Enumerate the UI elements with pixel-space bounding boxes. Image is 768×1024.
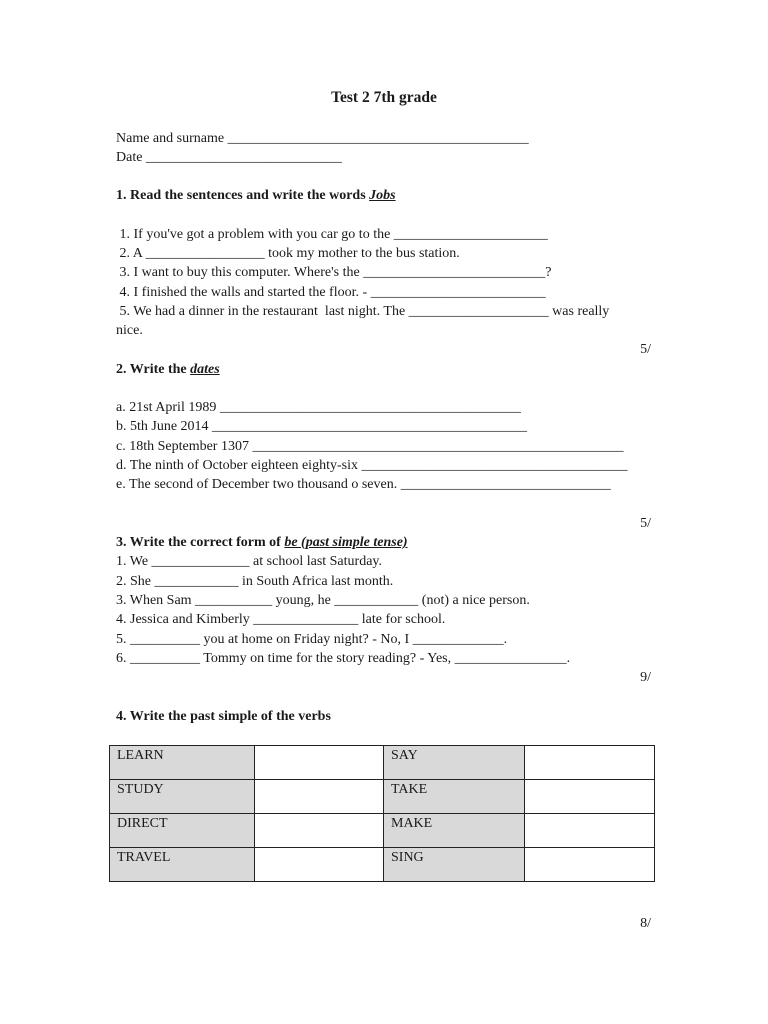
table-row (110, 780, 655, 814)
section3-item: 4. Jessica and Kimberly _______________ late for school. (116, 612, 446, 627)
section2-item: d. The ninth of October eighteen eighty-six ______________________________________ (116, 458, 628, 473)
table-row (110, 848, 655, 882)
answer-cell[interactable] (525, 746, 655, 780)
verb-cell: TAKE (384, 780, 525, 814)
section1-score: 5/ (640, 342, 651, 357)
section3-item: 5. __________ you at home on Friday night? - No, I _____________. (116, 632, 508, 647)
section2-item: a. 21st April 1989 ___________________________________________ (116, 400, 521, 415)
section1-heading-text: 1. Read the sentences and write the words (116, 188, 370, 203)
section3-item: 3. When Sam ___________ young, he ____________ (not) a nice person. (116, 593, 530, 608)
section3-item: 6. __________ Tommy on time for the story reading? - Yes, ________________. (116, 651, 571, 666)
section3-heading-emphasis: be (past simple tense) (284, 535, 408, 550)
answer-cell[interactable] (525, 814, 655, 848)
date-field-line: Date ____________________________ (116, 150, 342, 165)
name-field-line: Name and surname ___________________________________________ (116, 131, 529, 146)
section2-heading (116, 360, 220, 379)
section1-item: 3. I want to buy this computer. Where's the __________________________? (116, 265, 552, 280)
verb-cell: LEARN (110, 746, 255, 780)
answer-cell[interactable] (255, 746, 384, 780)
answer-cell[interactable] (255, 780, 384, 814)
section1-item: 1. If you've got a problem with you car go to the ______________________ (116, 227, 548, 242)
answer-cell[interactable] (525, 848, 655, 882)
verb-cell: STUDY (110, 780, 255, 814)
answer-cell[interactable] (525, 780, 655, 814)
section2-heading-emphasis: dates (190, 362, 220, 377)
answer-cell[interactable] (255, 848, 384, 882)
section1-heading-emphasis: Jobs (369, 188, 396, 203)
page-title: Test 2 7th grade (331, 89, 437, 106)
section1-item: nice. (116, 323, 143, 338)
verb-cell: SAY (384, 746, 525, 780)
section2-heading-text: 2. Write the (116, 362, 191, 377)
verb-cell: DIRECT (110, 814, 255, 848)
section2-score: 5/ (640, 516, 651, 531)
table-row (110, 814, 655, 848)
section1-item: 2. A _________________ took my mother to the bus station. (116, 246, 460, 261)
section3-score: 9/ (640, 670, 651, 685)
section4-score: 8/ (640, 916, 651, 931)
section1-heading (116, 186, 396, 205)
section3-heading-text: 3. Write the correct form of (116, 535, 285, 550)
verb-cell: SING (384, 848, 525, 882)
section2-item: b. 5th June 2014 _____________________________________________ (116, 419, 528, 434)
verbs-table (109, 745, 655, 882)
section1-item: 5. We had a dinner in the restaurant last night. The ____________________ was really (116, 304, 610, 319)
section4-heading: 4. Write the past simple of the verbs (116, 709, 331, 724)
answer-cell[interactable] (255, 814, 384, 848)
section1-item: 4. I finished the walls and started the floor. - _________________________ (116, 285, 546, 300)
table-row (110, 746, 655, 780)
verb-cell: TRAVEL (110, 848, 255, 882)
verb-cell: MAKE (384, 814, 525, 848)
section2-item: e. The second of December two thousand o seven. ______________________________ (116, 477, 611, 492)
section2-item: c. 18th September 1307 _____________________________________________________ (116, 439, 624, 454)
section3-heading (116, 533, 408, 552)
section3-item: 1. We ______________ at school last Saturday. (116, 554, 383, 569)
section3-item: 2. She ____________ in South Africa last month. (116, 574, 394, 589)
